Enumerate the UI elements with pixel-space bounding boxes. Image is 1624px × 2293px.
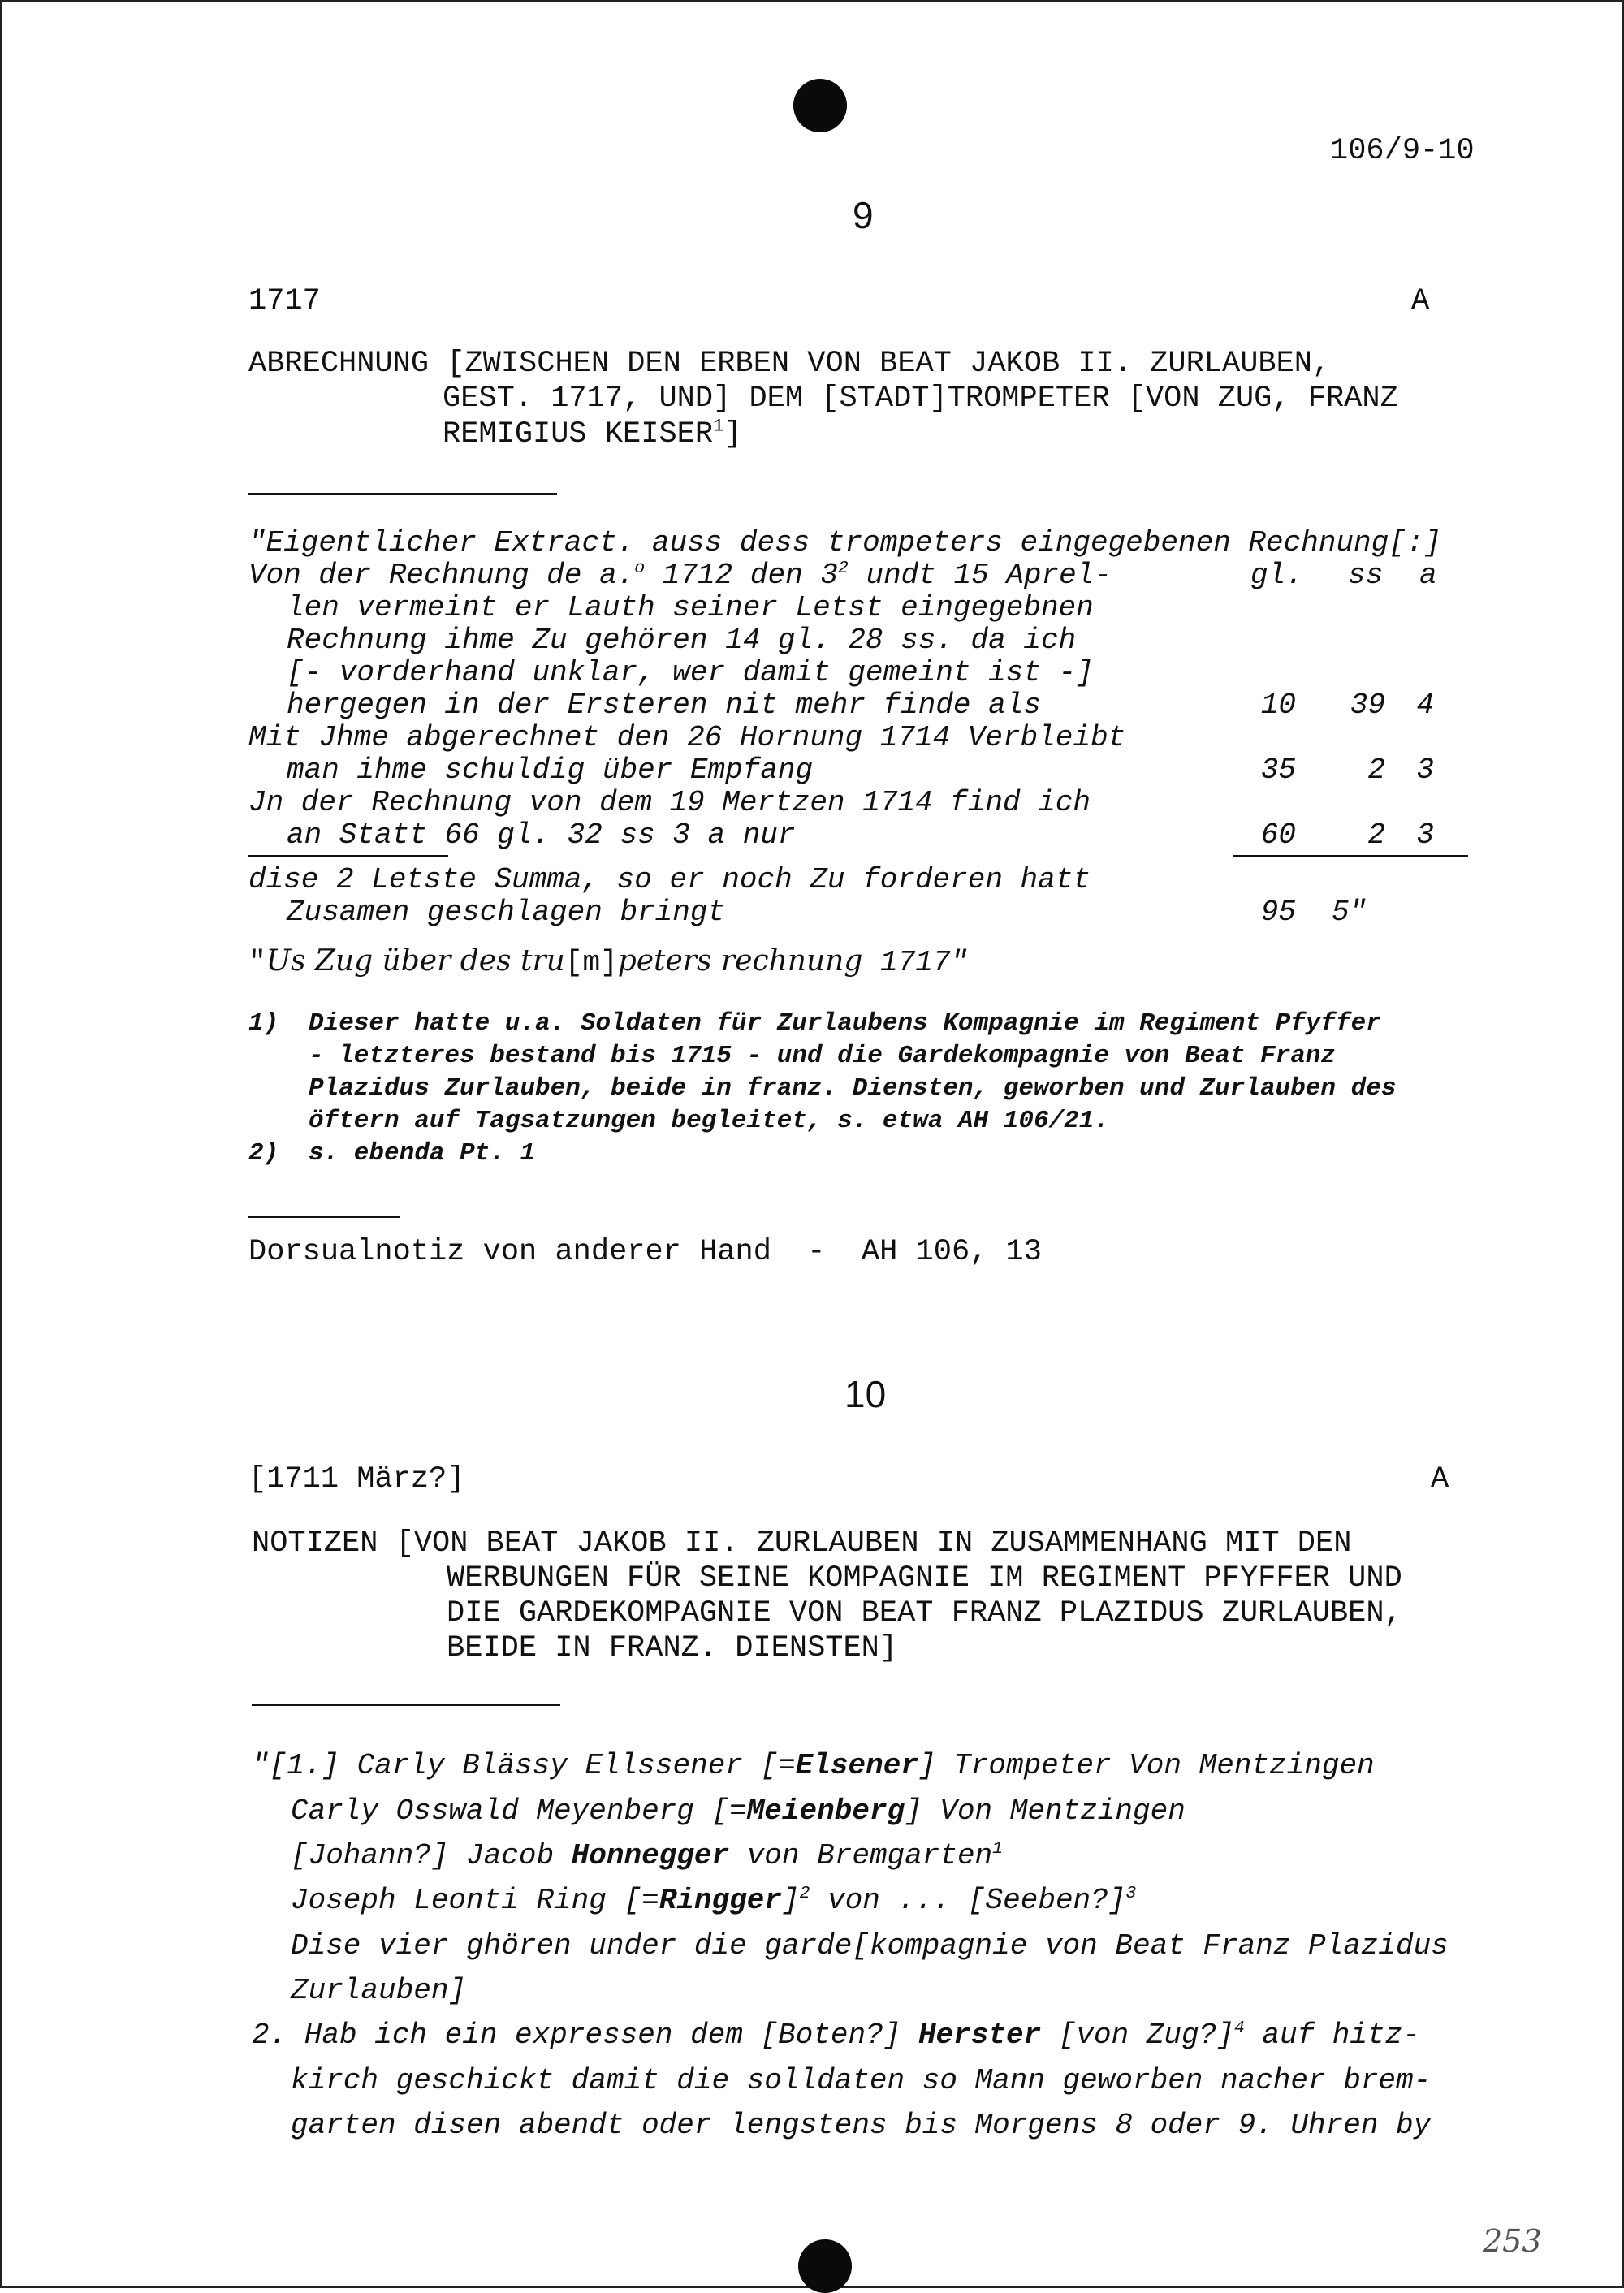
doc9-title-line: GEST. 1717, UND] DEM [STADT]TROMPETER [VON ZUG, FRANZ (443, 382, 1398, 416)
value-gl: 35 (1260, 754, 1296, 787)
entry-line: [- vorderhand unklar, wer damit gemeint ist -] (287, 656, 1094, 689)
text-line: [Johann?] Jacob Honnegger von Bremgarten$^1$ (291, 1839, 1004, 1872)
page-reference: 106/9-10 (1330, 134, 1475, 168)
section-rule (248, 1216, 400, 1218)
footnote-ref: 2 (799, 1884, 810, 1903)
doc10-number: 10 (844, 1373, 887, 1415)
text-line: garten disen abendt oder lengstens bis Morgens 8 oder 9. Uhren by (291, 2109, 1432, 2142)
footnote-line: s. ebenda Pt. 1 (309, 1139, 536, 1168)
value-ss: 5" (1332, 896, 1367, 929)
doc10-title-line: DIE GARDEKOMPAGNIE VON BEAT FRANZ PLAZIDUS ZURLAUBEN, (447, 1596, 1402, 1630)
value-a: 4 (1416, 689, 1434, 722)
doc10-letter: A (1431, 1462, 1449, 1496)
doc9-title-end: ] (723, 417, 742, 451)
text-line: kirch geschickt damit die solldaten so Mann geworben nacher brem- (291, 2064, 1432, 2097)
pencil-page-number: 253 (1483, 2223, 1542, 2259)
dorsal-note: Dorsualnotiz von anderer Hand - AH 106, 13 (248, 1235, 1042, 1269)
col-header-a: a (1419, 559, 1437, 592)
entry-line: hergegen in der Ersteren nit mehr finde als (287, 689, 1041, 722)
footnote-ref: 1 (992, 1839, 1004, 1859)
entry-line: dise 2 Letste Summa, so er noch Zu forderen hatt (248, 863, 1091, 896)
doc9-title-line (443, 417, 742, 451)
doc10-title-line: WERBUNGEN FÜR SEINE KOMPAGNIE IM REGIMENT PFYFFER UND (447, 1561, 1402, 1596)
value-gl: 10 (1260, 689, 1296, 722)
doc10-title-line: NOTIZEN [VON BEAT JAKOB II. ZURLAUBEN IN ZUSAMMENHANG MIT DEN (252, 1527, 1352, 1561)
entry-line: Rechnung ihme Zu gehören 14 gl. 28 ss. da ich (287, 624, 1077, 657)
punch-hole-bottom (798, 2239, 852, 2293)
extract-heading: "Eigentlicher Extract. auss dess trompeters eingegebenen Rechnung[:] (248, 526, 1442, 559)
text-line: Carly Osswald Meyenberg [=Meienberg] Von Mentzingen (291, 1794, 1186, 1828)
underline-left (248, 855, 448, 857)
section-rule (248, 493, 557, 495)
text-line: "[1.] Carly Blässy Ellssener [=Elsener] Trompeter Von Mentzingen (252, 1749, 1375, 1782)
col-header-ss: ss (1348, 559, 1384, 592)
footnote-line: Plazidus Zurlauben, beide in franz. Diensten, geworben und Zurlauben des (309, 1074, 1397, 1103)
footnote-ref: 4 (1233, 2019, 1245, 2038)
footnote-ref: 2 (837, 559, 849, 578)
value-gl: 95 (1260, 896, 1296, 929)
doc10-title-line: BEIDE IN FRANZ. DIENSTEN] (447, 1631, 898, 1665)
entry-line: len vermeint er Lauth seiner Letst eingegebnen (287, 591, 1094, 624)
doc9-letter: A (1411, 284, 1430, 318)
entry-line: an Statt 66 gl. 32 ss 3 a nur (287, 818, 796, 852)
footnote-ref: 1 (713, 416, 724, 437)
value-a: 3 (1416, 818, 1434, 852)
doc10-date: [1711 März?] (248, 1462, 465, 1496)
sum-rule (1233, 855, 1468, 857)
col-header-gl: gl. (1250, 559, 1303, 592)
footnote-ref: 3 (1125, 1884, 1137, 1903)
punch-hole-top (793, 79, 847, 132)
doc9-year: 1717 (248, 284, 321, 318)
value-ss: 2 (1367, 754, 1385, 787)
text-line: Joseph Leonti Ring [=Ringger]$^2$ von ... [Seeben?]$^3$ (291, 1884, 1137, 1917)
text-line: Zurlauben] (291, 1974, 467, 2007)
footnote-line: öftern auf Tagsatzungen begleitet, s. etwa AH 106/21. (309, 1107, 1109, 1135)
text-line: 2. Hab ich ein expressen dem [Boten?] Herster [von Zug?]$^4$ auf hitz- (252, 2019, 1420, 2052)
entry-line: Von der Rechnung de a.$^o$ 1712 den $3^2$ undt 15 Aprel- (248, 559, 1112, 592)
doc9-title-text: REMIGIUS KEISER (443, 417, 714, 451)
section-rule (252, 1704, 560, 1706)
text-line: Dise vier ghören under die garde[kompagnie von Beat Franz Plazidus (291, 1929, 1449, 1963)
value-gl: 60 (1260, 818, 1296, 852)
footnote-marker: 1) (248, 1009, 279, 1038)
doc9-title-line: ABRECHNUNG [ZWISCHEN DEN ERBEN VON BEAT JAKOB II. ZURLAUBEN, (248, 347, 1331, 381)
dorsal-quote: "Us Zug über des tru[m]peters rechnung 1717" (248, 944, 969, 979)
footnote-marker: 2) (248, 1139, 279, 1168)
value-ss: 2 (1367, 818, 1385, 852)
entry-line: man ihme schuldig über Empfang (287, 754, 814, 787)
value-a: 3 (1416, 754, 1434, 787)
footnote-line: - letzteres bestand bis 1715 - und die Gardekompagnie von Beat Franz (309, 1042, 1337, 1070)
doc9-number: 9 (853, 194, 874, 236)
footnote-line: Dieser hatte u.a. Soldaten für Zurlaubens Kompagnie im Regiment Pfyffer (309, 1009, 1381, 1038)
entry-line: Zusamen geschlagen bringt (287, 896, 726, 929)
value-ss: 39 (1350, 689, 1385, 722)
entry-line: Mit Jhme abgerechnet den 26 Hornung 1714 Verbleibt (248, 721, 1126, 754)
entry-line: Jn der Rechnung von dem 19 Mertzen 1714 find ich (248, 786, 1091, 819)
